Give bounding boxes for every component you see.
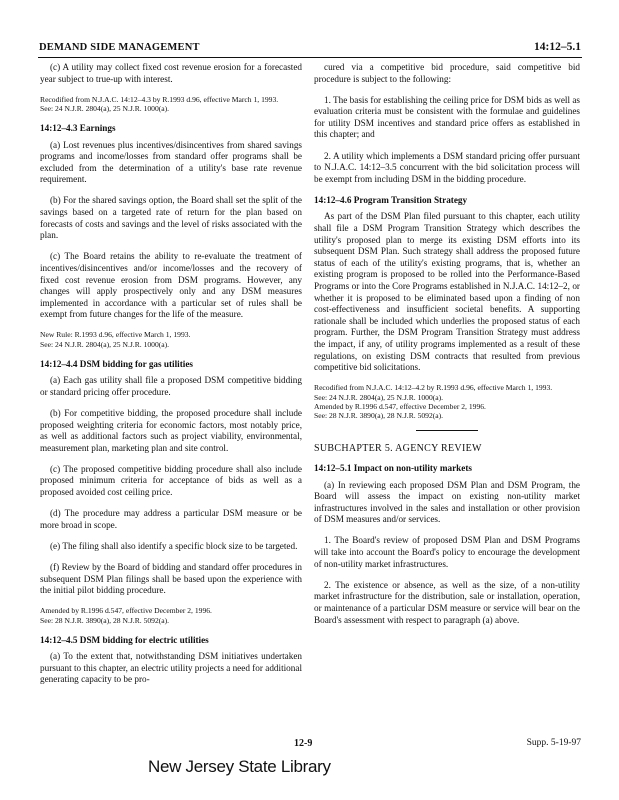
history-line: See: 24 N.J.R. 2804(a), 25 N.J.R. 1000(a). <box>40 104 170 114</box>
paragraph: (c) The Board retains the ability to re-evaluate the treatment of incentives/disincentives and/or income/losses and the recovery of fixed cost revenue erosion from DSM programs. However, any changes will apply prospectively only and any DSM measures implemented in accordance with a particular set of rules shall be exempt from future changes for the life of the measure. <box>40 251 302 320</box>
section-heading: 14:12–4.3 Earnings <box>40 123 116 133</box>
paragraph: (c) The proposed competitive bidding procedure shall also include proposed minimum criteria for acceptance of bids as well as a proposed avoided cost ceiling price. <box>40 463 302 498</box>
header-rule <box>38 57 582 58</box>
paragraph: (b) For the shared savings option, the Board shall set the split of the savings based on a targeted rate of return for the plan based on forecasts of costs and savings and the level of risks associated with the plan. <box>40 195 302 241</box>
history-line: New Rule: R.1993 d.96, effective March 1, 1993. <box>40 330 191 340</box>
history-note <box>40 606 302 625</box>
paragraph: cured via a competitive bid procedure, said competitive bid procedure is subject to the following: <box>314 62 580 84</box>
history-line: See: 24 N.J.R. 2804(a), 25 N.J.R. 1000(a). <box>40 339 170 349</box>
paragraph: (a) To the extent that, notwithstanding DSM initiatives undertaken pursuant to this chapter, an electric utility projects a need for additional generating capacity to be pro- <box>40 651 302 685</box>
supplement-date: Supp. 5-19-97 <box>526 738 581 748</box>
history-line: Amended by R.1996 d.547, effective December 2, 1996. <box>40 606 212 616</box>
page-number: 12-9 <box>294 738 313 749</box>
paragraph: 1. The Board's review of proposed DSM Plan and DSM Programs will take into account the Board's policy to encourage the development of non-utility market infrastructures. <box>314 535 580 569</box>
paragraph: 1. The basis for establishing the ceiling price for DSM bids as well as evaluation criteria must be consistent with the formulae and guidelines for utility DSM incentives and standard price offers as established in this chapter; and <box>314 94 580 140</box>
subchapter-heading: SUBCHAPTER 5. AGENCY REVIEW <box>314 443 482 455</box>
history-line: See: 28 N.J.R. 3890(a), 28 N.J.R. 5092(a). <box>314 411 444 421</box>
right-column <box>314 62 580 636</box>
paragraph: (c) A utility may collect fixed cost revenue erosion for a forecasted year subject to true-up with interest. <box>40 62 302 84</box>
paragraph: (a) Each gas utility shall file a proposed DSM competitive bidding or standard pricing offer procedure. <box>40 375 302 397</box>
library-watermark: New Jersey State Library <box>148 757 331 776</box>
section-heading: 14:12–4.5 DSM bidding for electric utilities <box>40 634 209 645</box>
paragraph: 2. The existence or absence, as well as the size, of a non-utility market infrastructure for the distribution, sale or installation, operation, or maintenance of a particular DSM measure or service will bear on the Board's assessment with respect to paragraph (a) above. <box>314 579 580 625</box>
section-heading: 14:12–4.4 DSM bidding for gas utilities <box>40 358 193 369</box>
history-line: See: 28 N.J.R. 3890(a), 28 N.J.R. 5092(a). <box>40 615 170 625</box>
paragraph: (e) The filing shall also identify a specific block size to be targeted. <box>50 540 298 551</box>
running-header-section: 14:12–5.1 <box>534 41 581 53</box>
paragraph: (b) For competitive bidding, the proposed procedure shall include proposed weighting criteria for economic factors, most notably price, as well as additional factors such as project viability, environmental, measurement plan, marketing plan and site control. <box>40 408 302 453</box>
running-header-title: DEMAND SIDE MANAGEMENT <box>39 42 200 53</box>
history-line: Recodified from N.J.A.C. 14:12–4.3 by R.1993 d.96, effective March 1, 1993. <box>40 94 279 104</box>
history-line: Amended by R.1996 d.547, effective December 2, 1996. <box>314 402 486 412</box>
left-column <box>40 62 302 695</box>
section-heading: 14:12–5.1 Impact on non-utility markets <box>314 462 472 473</box>
paragraph: As part of the DSM Plan filed pursuant to this chapter, each utility shall file a DSM Program Transition Strategy which describes the utility's proposed plan to merge its existing DSM efforts into its subsequent DSM Plan. Such strategy shall address the proposed future status of each of the utility's existing programs, that is, whether an existing program is proposed to be rolled into the Performance-Based Programs or into the Core Programs established in N.J.A.C. 14:12–2, or whether it is proposed to be eliminated based upon a finding of non cost-effectiveness and insufficient societal benefits. A supporting rationale shall be included which underlies the proposed status of each program. Further, the DSM Program Transition Strategy must address the impact, if any, of utility programs implemented as a result of these regulations, on existing DSM contracts that resulted from previous competitive bid solicitations. <box>314 211 580 373</box>
history-note <box>40 95 302 114</box>
section-heading: 14:12–4.6 Program Transition Strategy <box>314 194 468 205</box>
history-line: See: 24 N.J.R. 2804(a), 25 N.J.R. 1000(a). <box>314 392 444 402</box>
history-note <box>40 330 302 349</box>
paragraph: (d) The procedure may address a particular DSM measure or be more broad in scope. <box>40 508 302 530</box>
paragraph: (a) In reviewing each proposed DSM Plan and DSM Program, the Board will assess the impact on existing non-utility market infrastructures involved in the sales and installation or other provision of DSM measures and/or services. <box>314 479 580 525</box>
history-line: Recodified from N.J.A.C. 14:12–4.2 by R.1993 d.96, effective March 1, 1993. <box>314 383 553 393</box>
history-note <box>314 383 580 421</box>
paragraph: 2. A utility which implements a DSM standard pricing offer pursuant to N.J.A.C. 14:12–3.5 concurrent with the bid solicitation process will be exempt from including DSM in the bidding procedure. <box>314 150 580 184</box>
paragraph: (a) Lost revenues plus incentives/disincentives from shared savings programs and income/losses from standard offer programs shall be excluded from the determination of a utility's base rate revenue requirement. <box>40 139 302 185</box>
paragraph: (f) Review by the Board of bidding and standard offer procedures in subsequent DSM Plan filings shall be based upon the experience with the initial pilot bidding procedure. <box>40 561 302 596</box>
section-separator <box>416 430 478 431</box>
